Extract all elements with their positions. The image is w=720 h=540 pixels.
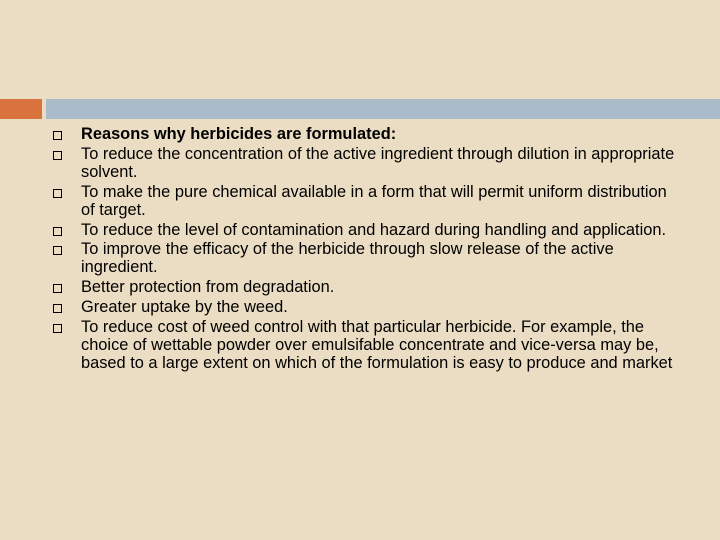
bullet-text: To reduce the concentration of the active ingredient through dilution in appropriate solvent. [81,144,675,181]
hollow-square-bullet-icon [53,246,62,255]
bullet-item [0,146,720,184]
bullet-item [0,126,720,146]
hollow-square-bullet-icon [53,284,62,293]
bullet-text: To reduce the level of contamination and hazard during handling and application. [81,220,667,239]
bullet-text: To improve the efficacy of the herbicide through slow release of the active ingredient. [81,240,614,277]
bullet-item [0,184,720,222]
bullet-text: Greater uptake by the weed. [81,298,288,317]
bullet-item [0,222,720,242]
bullet-item [0,319,720,375]
hollow-square-bullet-icon [53,304,62,313]
hollow-square-bullet-icon [53,189,62,198]
hollow-square-bullet-icon [53,324,62,333]
bullet-text: To make the pure chemical available in a form that will permit uniform distribution of target. [81,182,667,219]
accent-bar-orange [0,99,42,119]
bullet-heading: Reasons why herbicides are formulated: [81,125,397,143]
hollow-square-bullet-icon [53,227,62,236]
bullet-item [0,279,720,299]
bullet-text: Better protection from degradation. [81,278,335,297]
bullet-list [0,126,720,375]
accent-bar-blue [46,99,720,119]
hollow-square-bullet-icon [53,131,62,140]
bullet-item [0,299,720,319]
bullet-item [0,241,720,279]
hollow-square-bullet-icon [53,151,62,160]
bullet-text: To reduce cost of weed control with that particular herbicide. For example, the choice of wettable powder over emulsifable concentrate and vice-versa may be, based to a large extent on which of the formulation is easy to produce and market [81,318,673,372]
